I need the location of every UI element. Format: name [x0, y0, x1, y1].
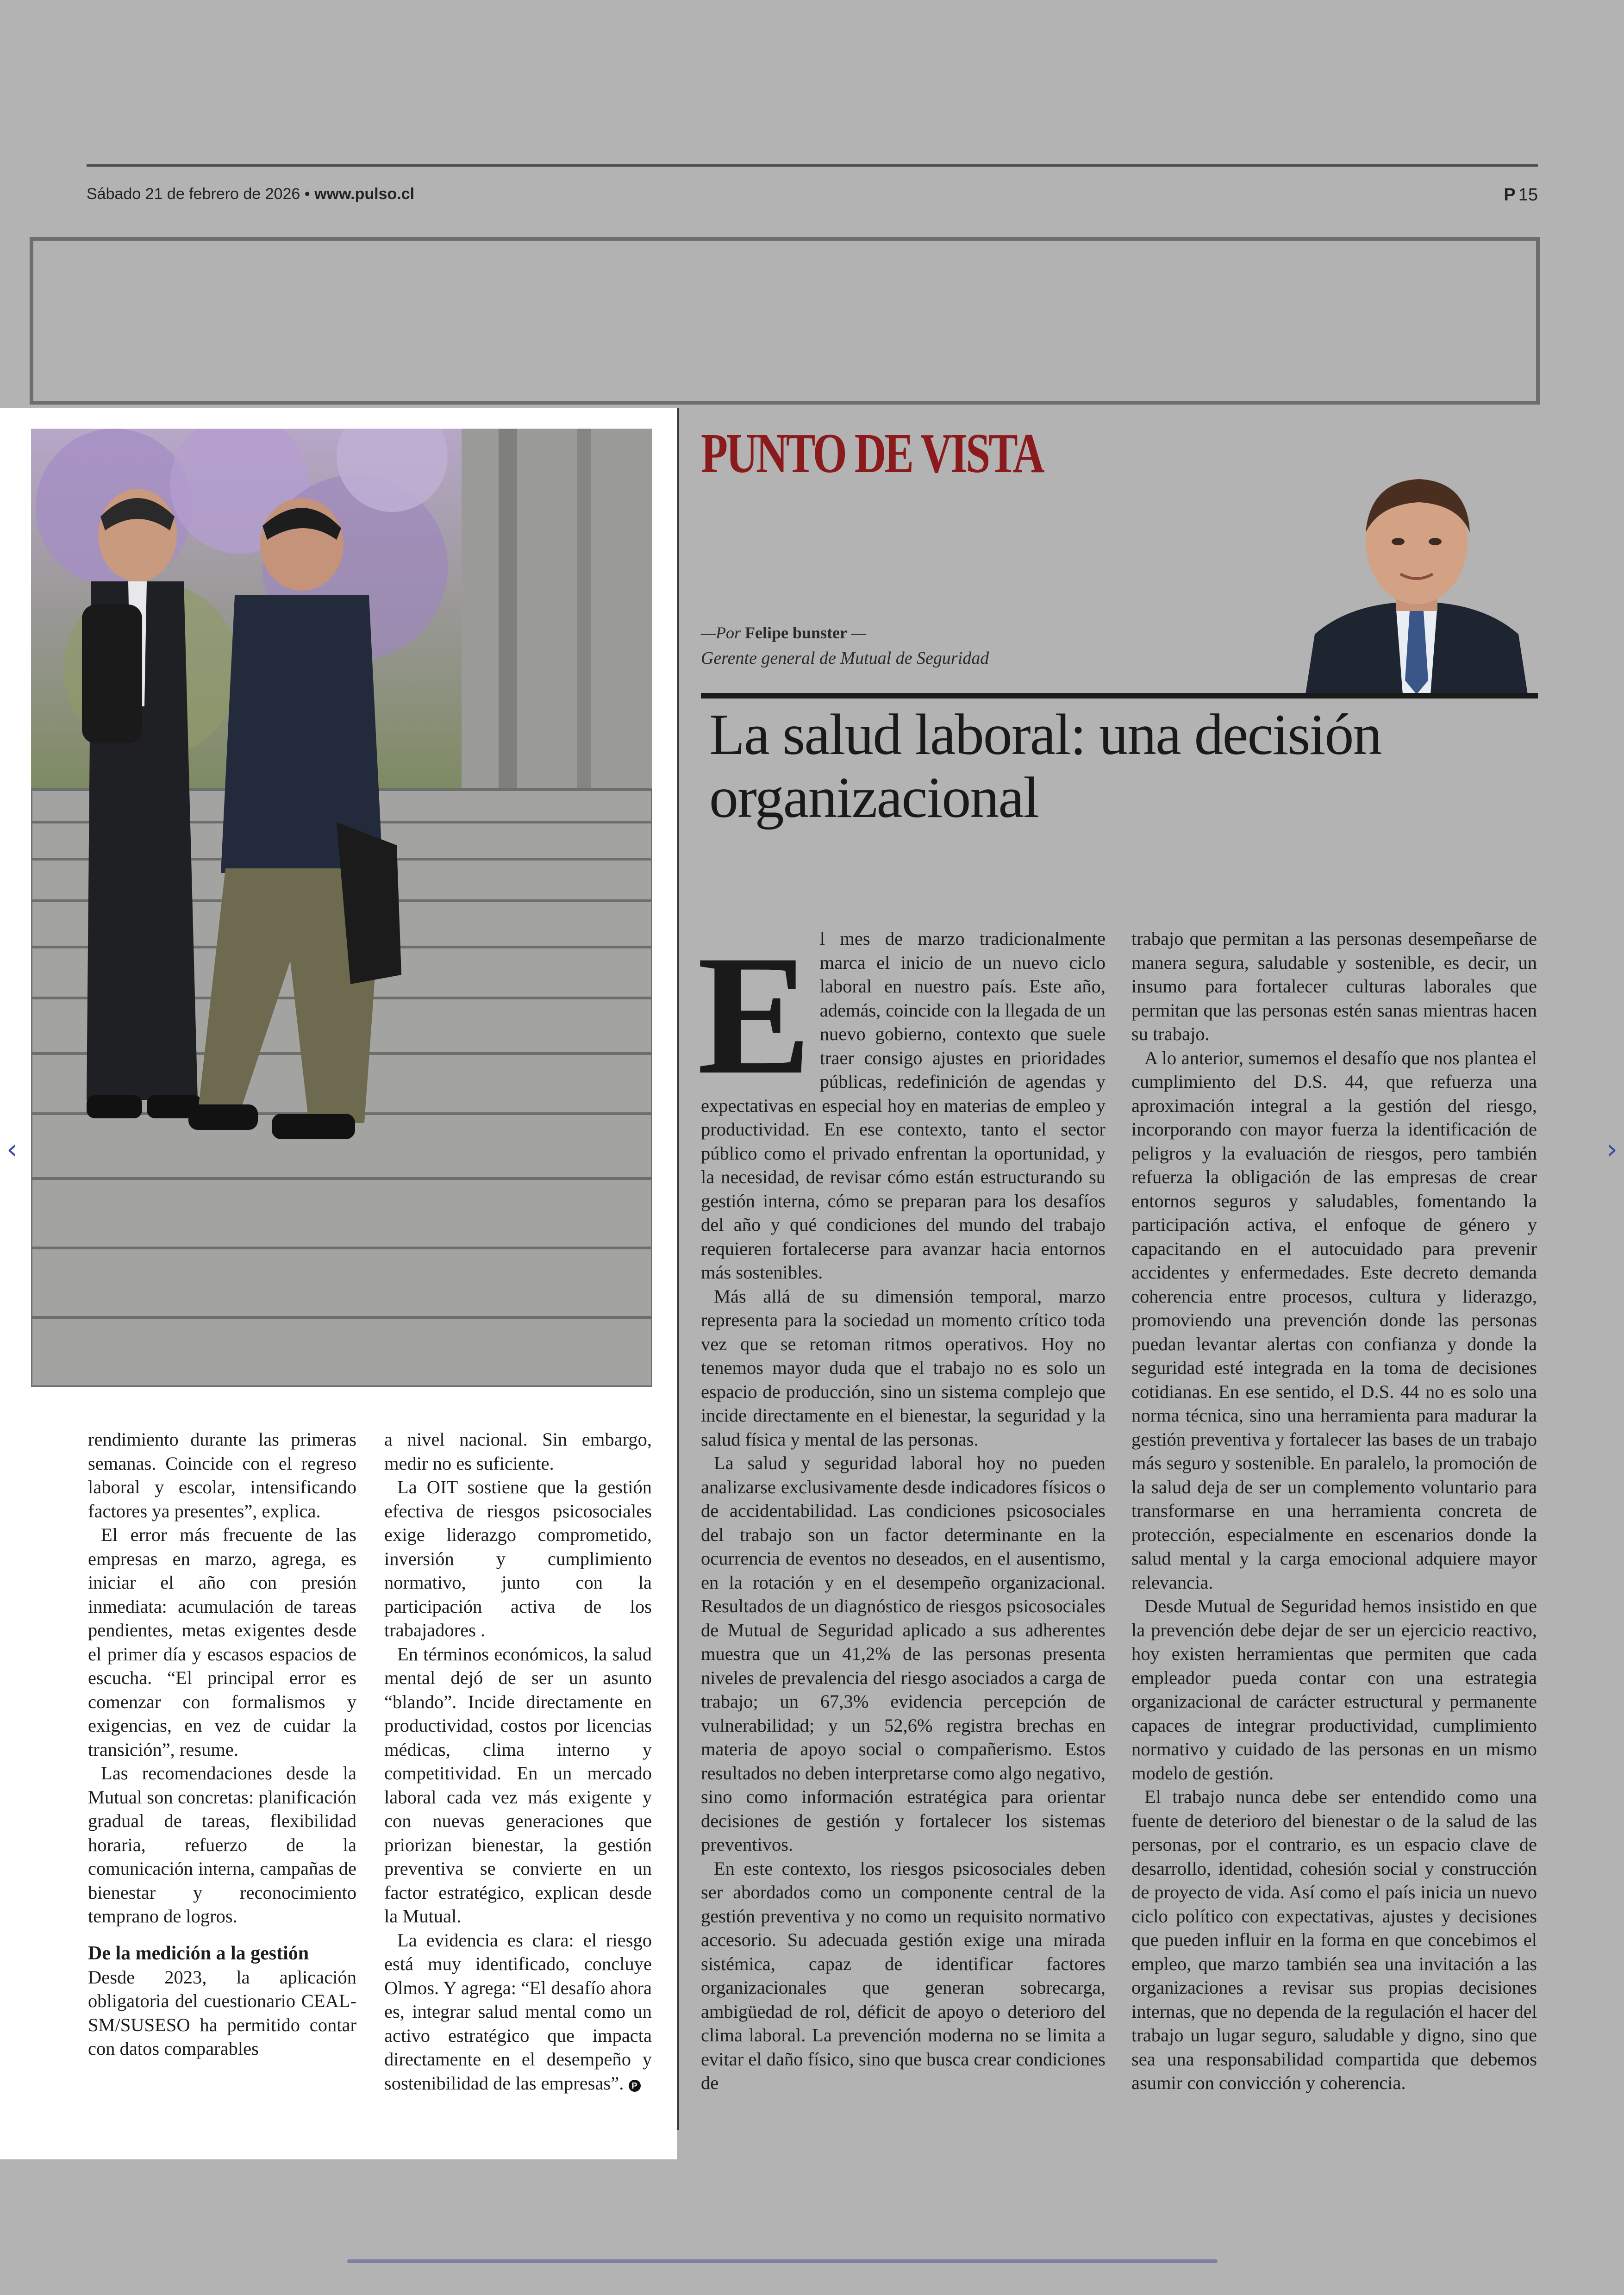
byline-author: Felipe bunster: [745, 624, 848, 642]
top-rule: [87, 164, 1538, 167]
page-number-value: 15: [1518, 185, 1538, 205]
headline: La salud laboral: una decisión organizacional: [709, 703, 1381, 830]
drop-cap: E: [697, 920, 812, 1110]
column-divider: [677, 408, 679, 2130]
paragraph: Las recomendaciones desde la Mutual son concretas: planificación gradual de tareas, flexibilidad horaria, refuerzo de la comunicación interna, campañas de bienestar y reconocimiento temprano de logros.: [88, 1763, 356, 1927]
page-prefix: P: [1504, 185, 1516, 205]
byline: [701, 623, 866, 642]
header-site-link[interactable]: www.pulso.cl: [314, 185, 415, 203]
chevron-left-icon[interactable]: ‹: [6, 1133, 18, 1166]
paragraph-last: [384, 1928, 652, 2095]
header-date: Sábado 21 de febrero de 2026 •: [87, 185, 310, 203]
paragraph: Más allá de su dimensión temporal, marzo representa para la sociedad un momento crítico toda vez que se retoman ritmos operativos. Hoy no tenemos mayor duda que el trabajo no es solo un espacio de producción, sino un sistema complejo que incide directamente en el bienestar, la seguridad y la salud física y mental de las personas.: [701, 1285, 1106, 1450]
stairs-photo: [31, 429, 652, 1387]
ad-placeholder: [30, 237, 1540, 405]
left-article-column-2: [384, 1428, 652, 2095]
section-title: PUNTO DE VISTA: [701, 422, 1043, 485]
byline-por: —Por: [701, 624, 741, 642]
left-article-column-1: [88, 1428, 356, 2061]
paragraph: El trabajo nunca debe ser entendido como una fuente de deterioro del bienestar o de la salud de las personas, por el contrario, es un espacio clave de desarrollo, identidad, cohesión social y construcción de proyecto de vida. Así como el país inicia un nuevo ciclo político con expectativas, ajustes y decisiones que pueden influir en la forma en que concebimos el empleo, que marzo también sea una invitación a las organizaciones a revisar sus propias decisiones internas, que no dependa de la regulación el hacer del trabajo un lugar seguro, saludable y digno, sino que sea una responsabilidad compartida que debemos asumir con convicción y coherencia.: [1131, 1786, 1537, 2093]
author-photo: [1296, 463, 1537, 694]
headline-rule: [701, 693, 1538, 698]
paragraph: En este contexto, los riesgos psicosociales deben ser abordados como un componente central de la gestión preventiva y no como un requisito normativo accesorio. Su adecuada gestión exige una mirada sistémica, capaz de identificar factores organizacionales que generan sobrecarga, ambigüedad de rol, déficit de apoyo o deterioro del clima laboral. La prevención moderna no se limita a evitar el daño físico, sino que busca crear condiciones de: [701, 1858, 1106, 2093]
paragraph-text: La evidencia es clara: el riesgo está muy identificado, concluye Olmos. Y agrega: “El desafío ahora es, integrar salud mental como un activo estratégico que impacta directamente en el desempeño y sostenibilidad de las empresas”.: [384, 1929, 652, 2094]
header-date-line: [87, 185, 414, 203]
paragraph: Desde Mutual de Seguridad hemos insistido en que la prevención debe dejar de ser un ejercicio reactivo, hoy existen herramientas que permiten que cada empleador pueda contar con una estrategia organizacional de carácter estructural y permanente capaces de integrar productividad, cumplimiento normativo y cuidado de las personas en un mismo modelo de gestión.: [1131, 1596, 1537, 1784]
paragraph: La OIT sostiene que la gestión efectiva de riesgos psicosociales exige liderazgo comprometido, inversión y cumplimiento normativo, junto con la participación activa de los trabajadores .: [384, 1477, 652, 1640]
byline-dash: —: [851, 624, 867, 642]
paragraph-text: l mes de marzo tradicionalmente marca el inicio de un nuevo ciclo laboral en nuestro país. Este año, además, coincide con la llegada de un nuevo gobierno, contexto que suele traer consigo ajustes en prioridades públicas, redefinición de agendas y expectativas en especial hoy en materias de empleo y productividad. En ese contexto, tanto el sector público como el privado enfrentan la oportunidad, y la necesidad, de revisar cómo están estructurando su gestión interna, cómo se preparan para los desafíos del año y qué condiciones del mundo del trabajo requieren fortalecerse para avanzar hacia entornos más sostenibles.: [701, 928, 1106, 1283]
chevron-right-icon[interactable]: ›: [1606, 1133, 1618, 1166]
page-number: [1504, 185, 1538, 205]
paragraph: En términos económicos, la salud mental dejó de ser un asunto “blando”. Incide directamente en productividad, costos por licencias médicas, clima interno y competitividad. En un mercado laboral cada vez más exigente y con nuevas generaciones que priorizan bienestar, la gestión preventiva se convierte en un factor estratégico, explican desde la Mutual.: [384, 1643, 652, 1927]
paragraph: trabajo que permitan a las personas desempeñarse de manera segura, saludable y sostenible, es decir, un insumo para fortalecer culturas laborales que permitan que las personas estén sanas mientras hacen su trabajo.: [1131, 928, 1537, 1044]
paragraph: rendimiento durante las primeras semanas. Coincide con el regreso laboral y escolar, intensificando factores ya presentes”, explica.: [88, 1429, 356, 1522]
opinion-column-1: [697, 920, 1106, 2095]
paragraph: a nivel nacional. Sin embargo, medir no es suficiente.: [384, 1429, 652, 1474]
paragraph: A lo anterior, sumemos el desafío que nos plantea el cumplimiento del D.S. 44, que refuerza una aproximación integral a la gestión del riesgo, incorporando con mayor fuerza la identificación de peligros y la evaluación de riesgos, pero también refuerza la obligación de las empresas de crear entornos seguros y saludables, fomentando la participación activa, el enfoque de género y capacitando en el autocuidado para prevenir accidentes y enfermedades. Este decreto demanda coherencia entre procesos, cultura y liderazgo, promoviendo una prevención donde las personas puedan levantar alertas con confianza y donde la seguridad esté integrada en la toma de decisiones cotidianas. En ese sentido, el D.S. 44 no es solo una norma técnica, sino una herramienta para madurar la gestión preventiva y fortalecer las bases de un trabajo más seguro y sostenible. En paralelo, la promoción de la salud deja de ser un complemento voluntario para transformarse en una herramienta concreta de protección, especialmente en escenarios donde la salud mental y la carga emocional adquiere mayor relevancia.: [1131, 1047, 1537, 1593]
paragraph-first: [697, 920, 1106, 1285]
paragraph: La salud y seguridad laboral hoy no pueden analizarse exclusivamente desde indicadores físicos o de accidentabilidad. Las condiciones psicosociales del trabajo son un factor determinante en la ocurrencia de eventos no deseados, en el ausentismo, en la rotación y en el desempeño organizacional. Resultados de un diagnóstico de riesgos psicosociales de Mutual de Seguridad aplicado a sus adherentes muestra que un 41,2% de las personas presenta niveles de prevalencia del riesgo asociados a carga de trabajo; un 67,3% evidencia percepción de vulnerabilidad; y un 52,6% registra brechas en materia de apoyo social o compañerismo. Estos resultados no deben interpretarse como algo negativo, sino como información estratégica para orientar decisiones de gestión y fortalecer los sistemas preventivos.: [701, 1453, 1106, 1855]
paragraph: Desde 2023, la aplicación obligatoria del cuestionario CEAL-SM/SUSESO ha permitido contar con datos comparables: [88, 1966, 356, 2059]
opinion-column-2: [1131, 927, 1537, 2095]
horizontal-scrollbar[interactable]: [347, 2259, 1218, 2263]
pulso-logo-icon: P: [629, 2080, 641, 2092]
subheading: De la medición a la gestión: [88, 1942, 309, 1964]
paragraph: El error más frecuente de las empresas en marzo, agrega, es iniciar el año con presión inmediata: acumulación de tareas pendientes, metas exigentes desde el primer día y escasos espacios de escucha. “El principal error es comenzar con formalismos y exigencias, en vez de cuidar la transición”, resume.: [88, 1524, 356, 1760]
author-role: Gerente general de Mutual de Seguridad: [701, 649, 989, 668]
